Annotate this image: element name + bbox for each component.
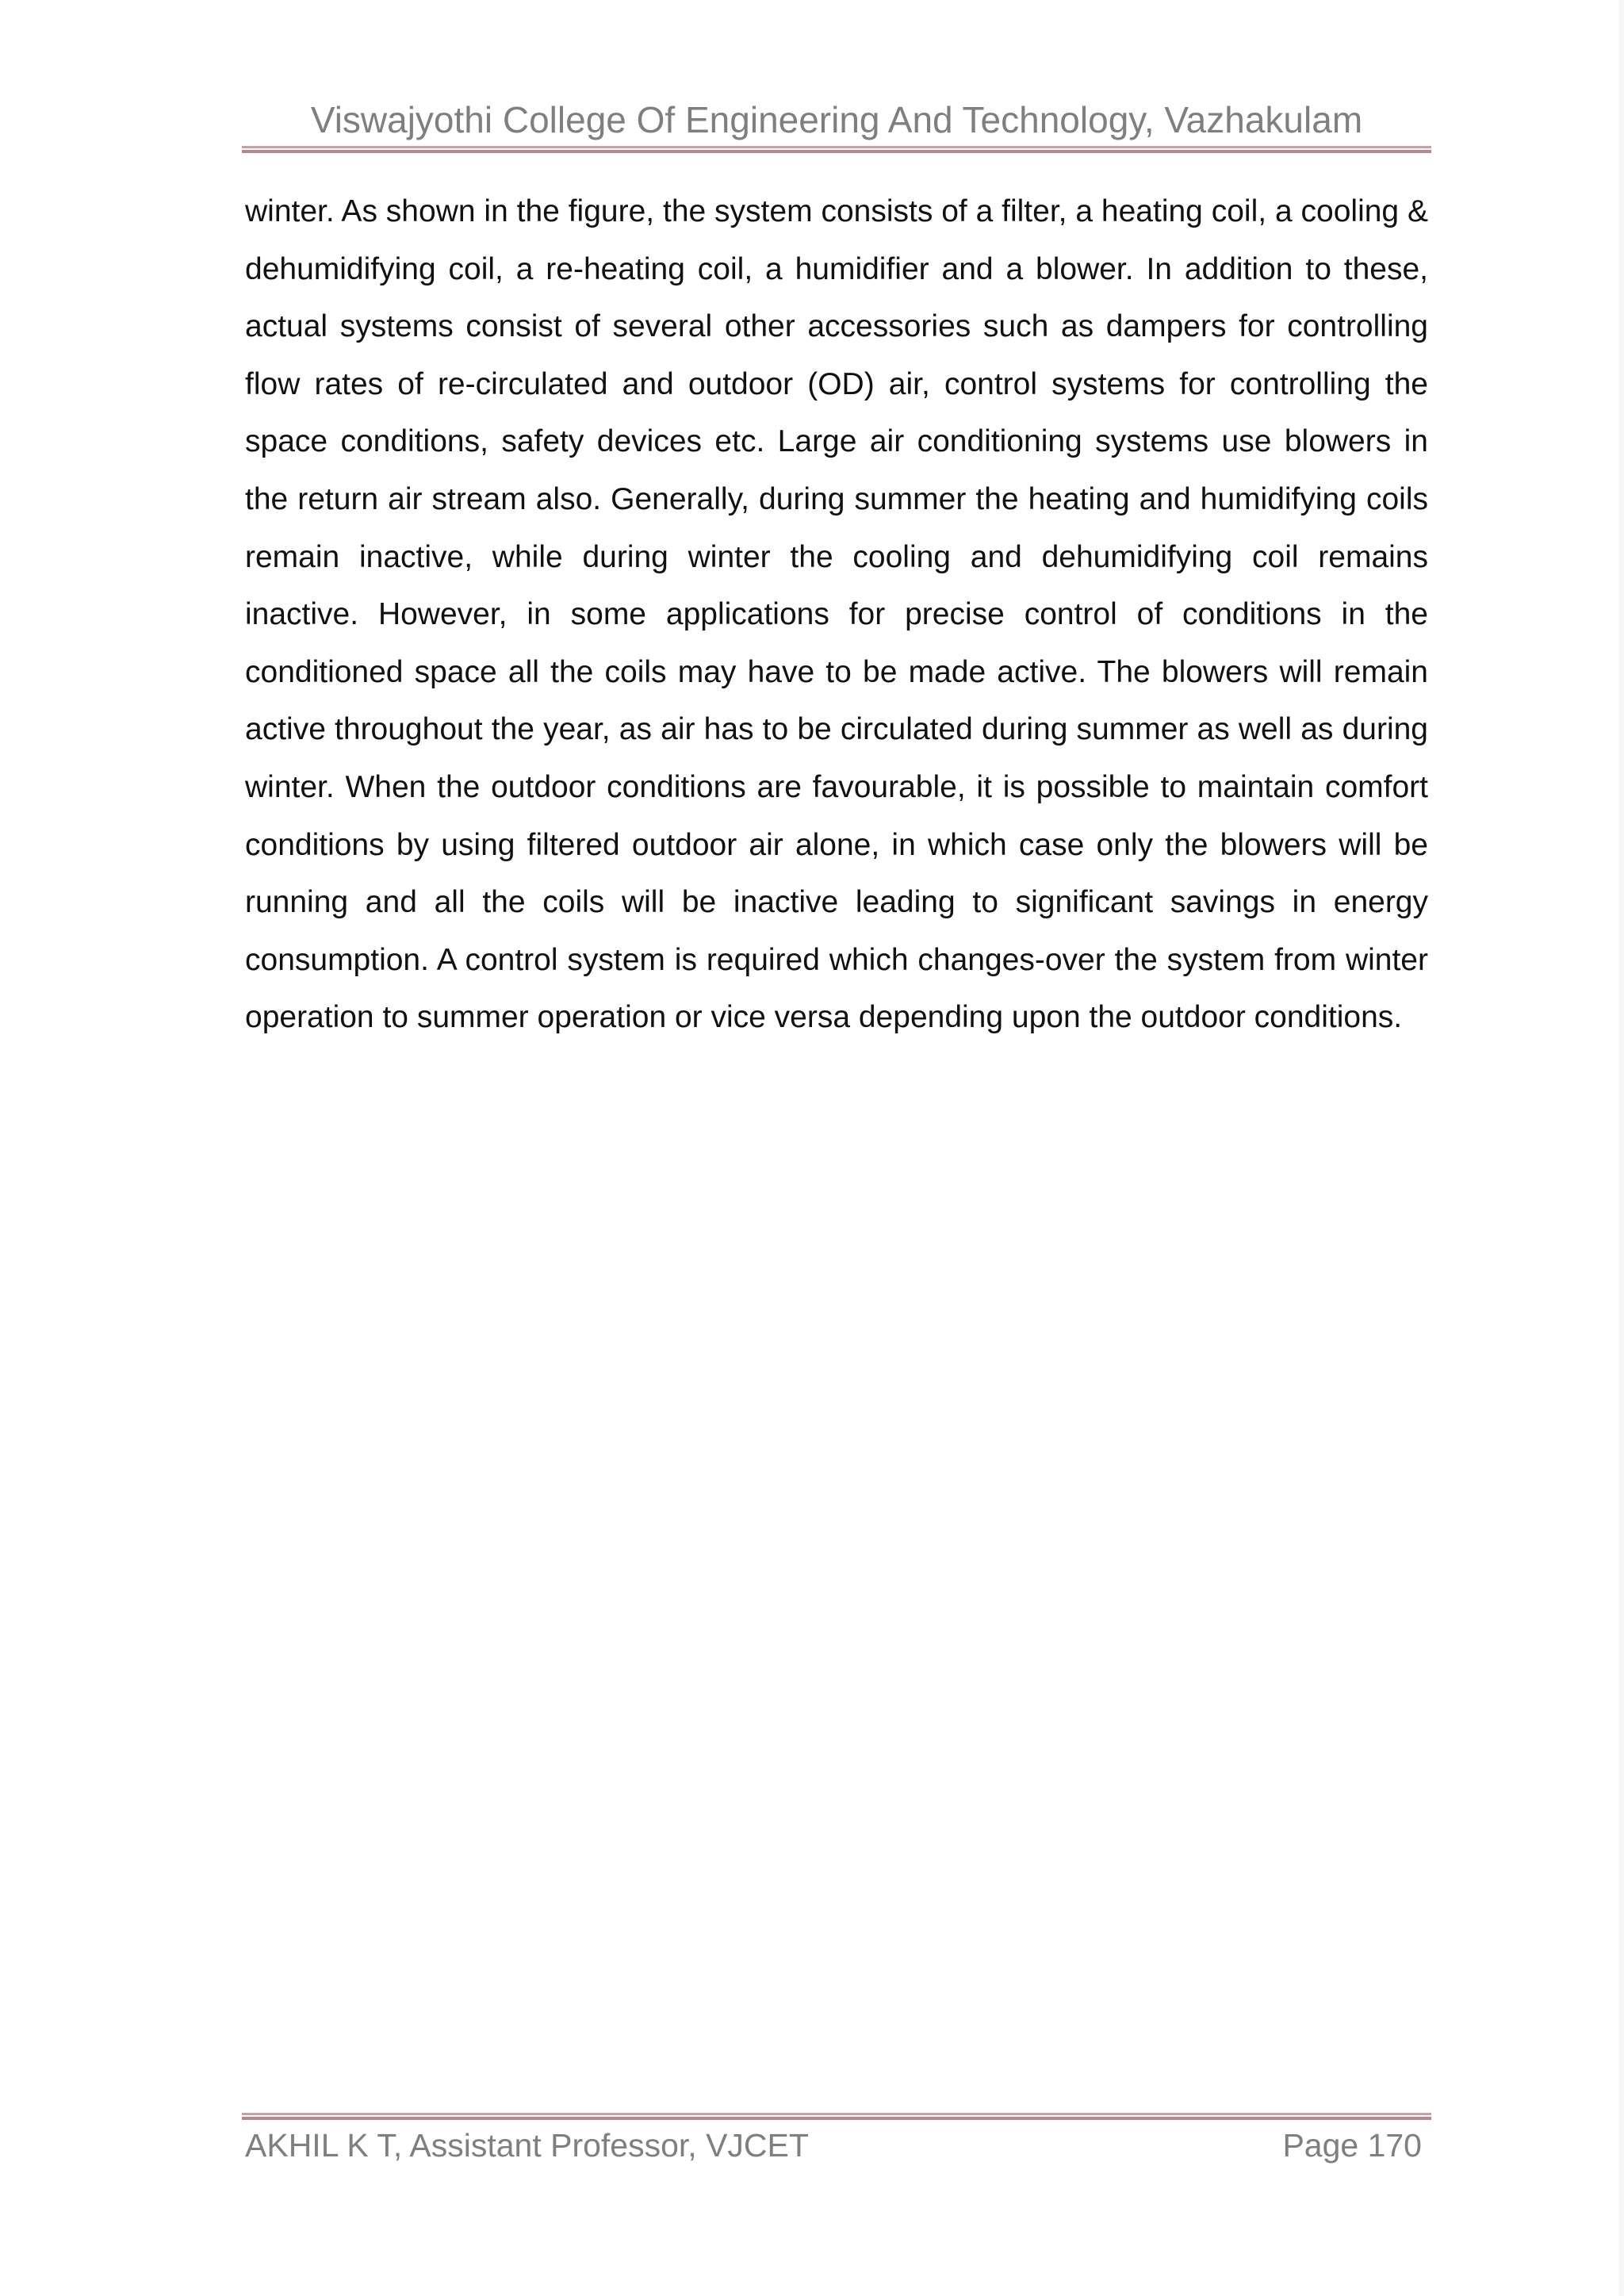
header-divider [242,146,1431,153]
header-divider-line-bottom [242,150,1431,153]
footer-divider-line-top [242,2113,1431,2115]
page-footer [245,2119,1422,2171]
header-title: Viswajyothi College Of Engineering And Technology, Vazhakulam [310,99,1363,140]
page-number: Page 170 [1282,2127,1422,2164]
header-divider-line-top [242,146,1431,148]
footer-author: AKHIL K T, Assistant Professor, VJCET [245,2127,809,2164]
page-header [242,94,1431,146]
body-paragraph: winter. As shown in the figure, the system consists of a filter, a heating coil, a cooling & dehumidifying coil, a re-heating coil, a humidifier and a blower. In addition to these, actual systems consist of several other accessories such as dampers for controlling flow rates of re-circulated and outdoor (OD) air, control systems for controlling the space conditions, safety devices etc. Large air conditioning systems use blowers in the return air stream also. Generally, during summer the heating and humidifying coils remain inactive, while during winter the cooling and dehumidifying coil remains inactive. However, in some applications for precise control of conditions in the conditioned space all the coils may have to be made active. The blowers will remain active throughout the year, as air has to be circulated during summer as well as during winter. When the outdoor conditions are favourable, it is possible to maintain comfort conditions by using filtered outdoor air alone, in which case only the blowers will be running and all the coils will be inactive leading to significant savings in energy consumption. A control system is required which changes-over the system from winter operation to summer operation or vice versa depending upon the outdoor conditions. [245,194,1428,1035]
page-edge-shadow [1619,0,1624,2296]
